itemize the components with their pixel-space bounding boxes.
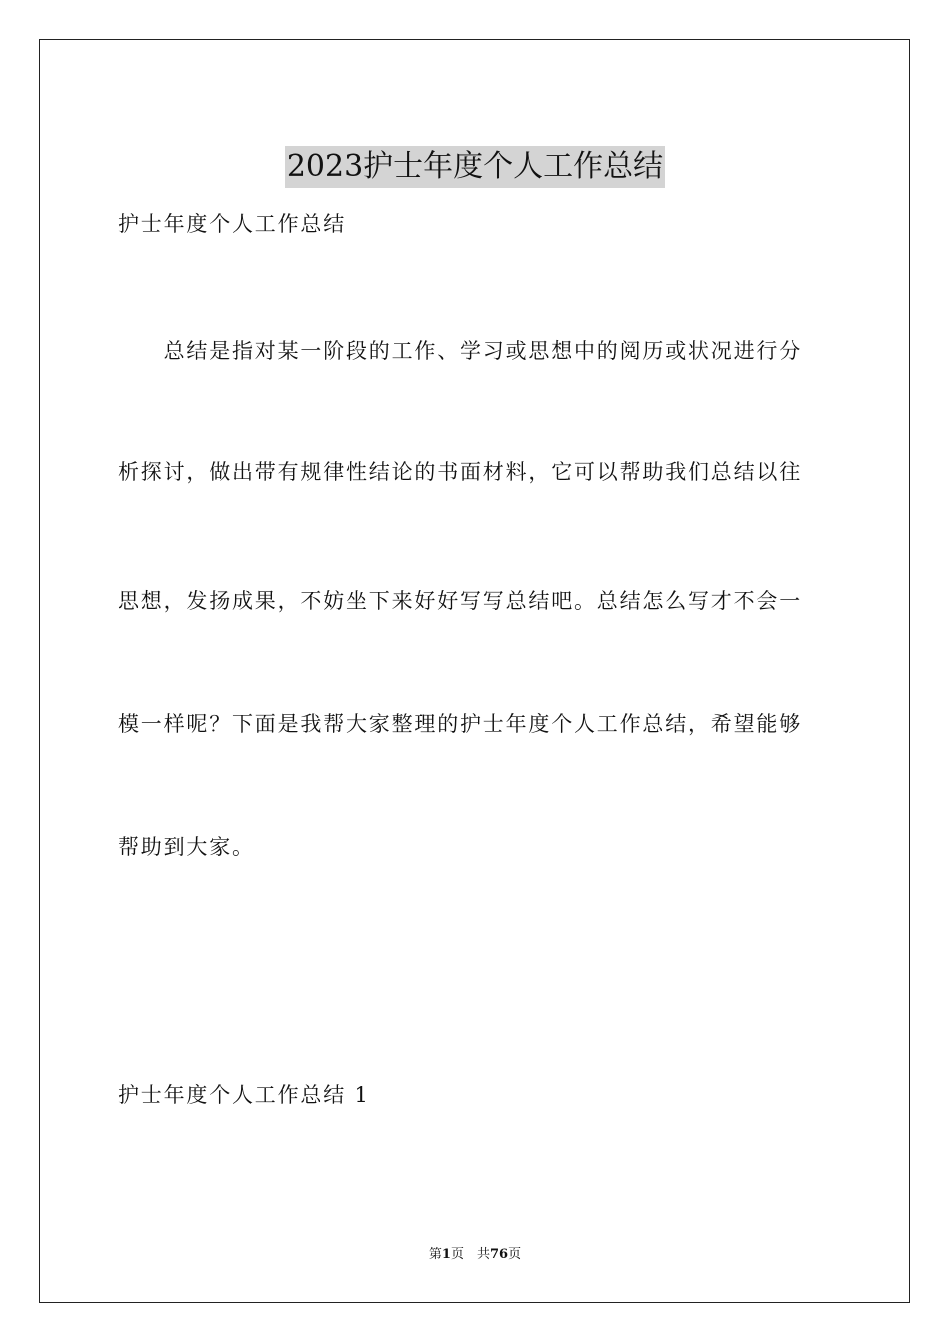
intro-line: 帮助到大家。 xyxy=(118,835,255,859)
footer-page-suffix: 页 xyxy=(508,1247,522,1262)
title-container xyxy=(0,126,950,208)
intro-line: 模一样呢？下面是我帮大家整理的护士年度个人工作总结，希望能够 xyxy=(118,712,802,736)
footer-page-prefix: 第 xyxy=(428,1247,442,1262)
intro-line: 思想，发扬成果，不妨坐下来好好写写总结吧。总结怎么写才不会一 xyxy=(118,589,802,613)
footer-page-mid: 页 共 xyxy=(450,1247,490,1262)
document-subtitle: 护士年度个人工作总结 xyxy=(118,212,346,236)
section-heading: 护士年度个人工作总结 1 xyxy=(118,1083,370,1107)
document-title: 2023护士年度个人工作总结 xyxy=(285,146,665,188)
intro-line: 总结是指对某一阶段的工作、学习或思想中的阅历或状况进行分 xyxy=(118,339,802,363)
intro-line: 析探讨，做出带有规律性结论的书面材料，它可以帮助我们总结以往 xyxy=(118,460,802,484)
page-footer xyxy=(0,1246,950,1264)
footer-page-total: 76 xyxy=(489,1247,509,1262)
footer-page-current: 1 xyxy=(441,1247,451,1262)
